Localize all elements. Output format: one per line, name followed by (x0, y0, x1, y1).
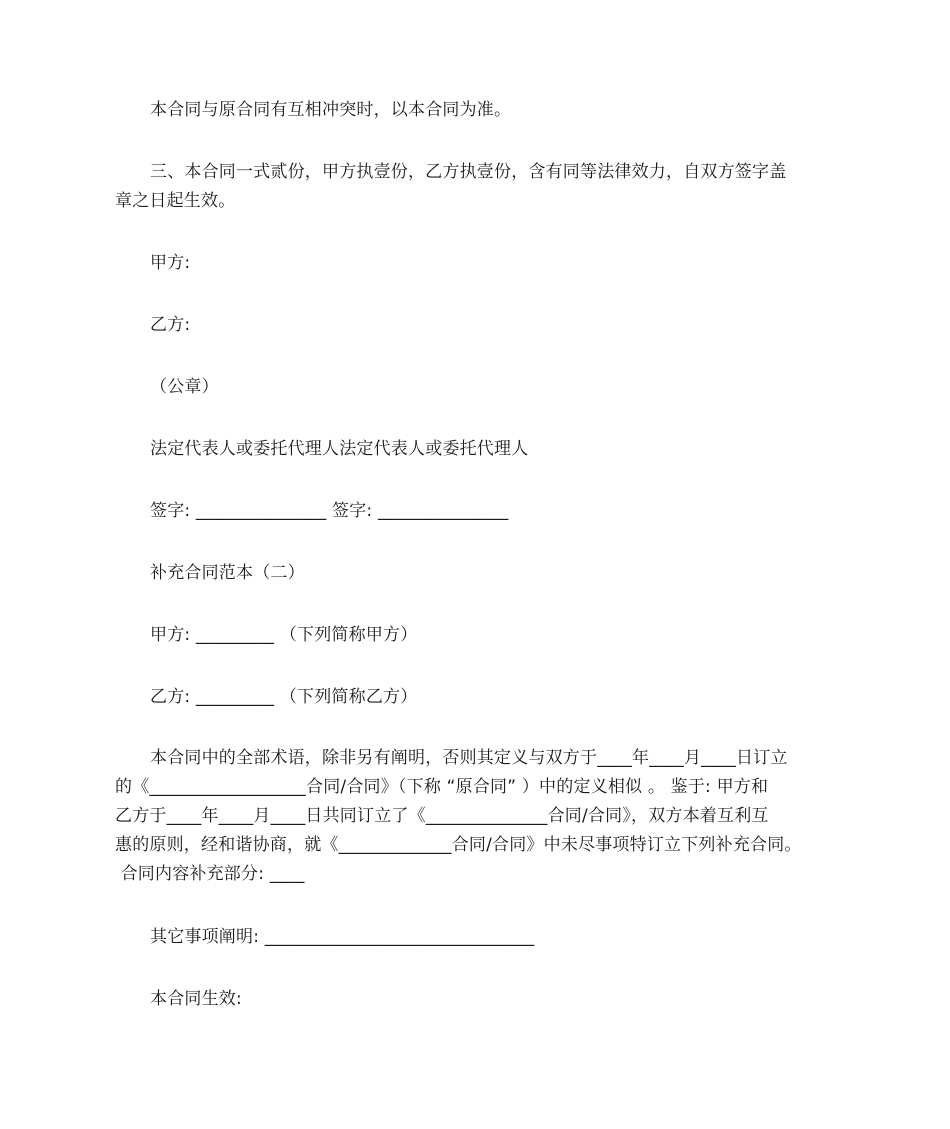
body-paragraph-line-5: 合同内容补充部分: ____ (115, 864, 305, 884)
party-a-fill-line: 甲方: _________ （下列简称甲方） (150, 625, 418, 645)
other-matters-line: 其它事项阐明: _______________________________ (150, 927, 535, 947)
body-paragraph-line-1: 本合同中的全部术语，除非另有阐明，否则其定义与双方于____年____月____日订立 (150, 748, 788, 768)
seal-label: （公章） (150, 377, 219, 397)
copies-clause-line-2: 章之日起生效。 (115, 191, 236, 211)
copies-clause-line-1: 三、本合同一式贰份，甲方执壹份，乙方执壹份，含有同等法律效力，自双方签字盖 (150, 162, 787, 182)
party-b-label: 乙方: (150, 315, 191, 335)
representatives-line: 法定代表人或委托代理人法定代表人或委托代理人 (150, 439, 529, 459)
party-b-fill-line: 乙方: _________ （下列简称乙方） (150, 687, 418, 707)
party-a-label: 甲方: (150, 253, 191, 273)
body-paragraph-line-4: 惠的原则，经和谐协商，就《_____________合同/合同》中未尽事项特订立下列补充合同。 (115, 835, 802, 855)
supplement-title: 补充合同范本（二） (150, 563, 305, 583)
signature-line: 签字: _______________ 签字: _______________ (150, 501, 509, 521)
conflict-clause: 本合同与原合同有互相冲突时，以本合同为准。 (150, 100, 512, 120)
body-paragraph-line-2: 的《__________________合同/合同》（下称 “原合同” ）中的定义相似 。 鉴于: 甲方和 (115, 777, 769, 797)
body-paragraph-line-3: 乙方于____年____月____日共同订立了《______________合同/合同》，双方本着互利互 (115, 806, 769, 826)
effective-line: 本合同生效: (150, 989, 242, 1009)
